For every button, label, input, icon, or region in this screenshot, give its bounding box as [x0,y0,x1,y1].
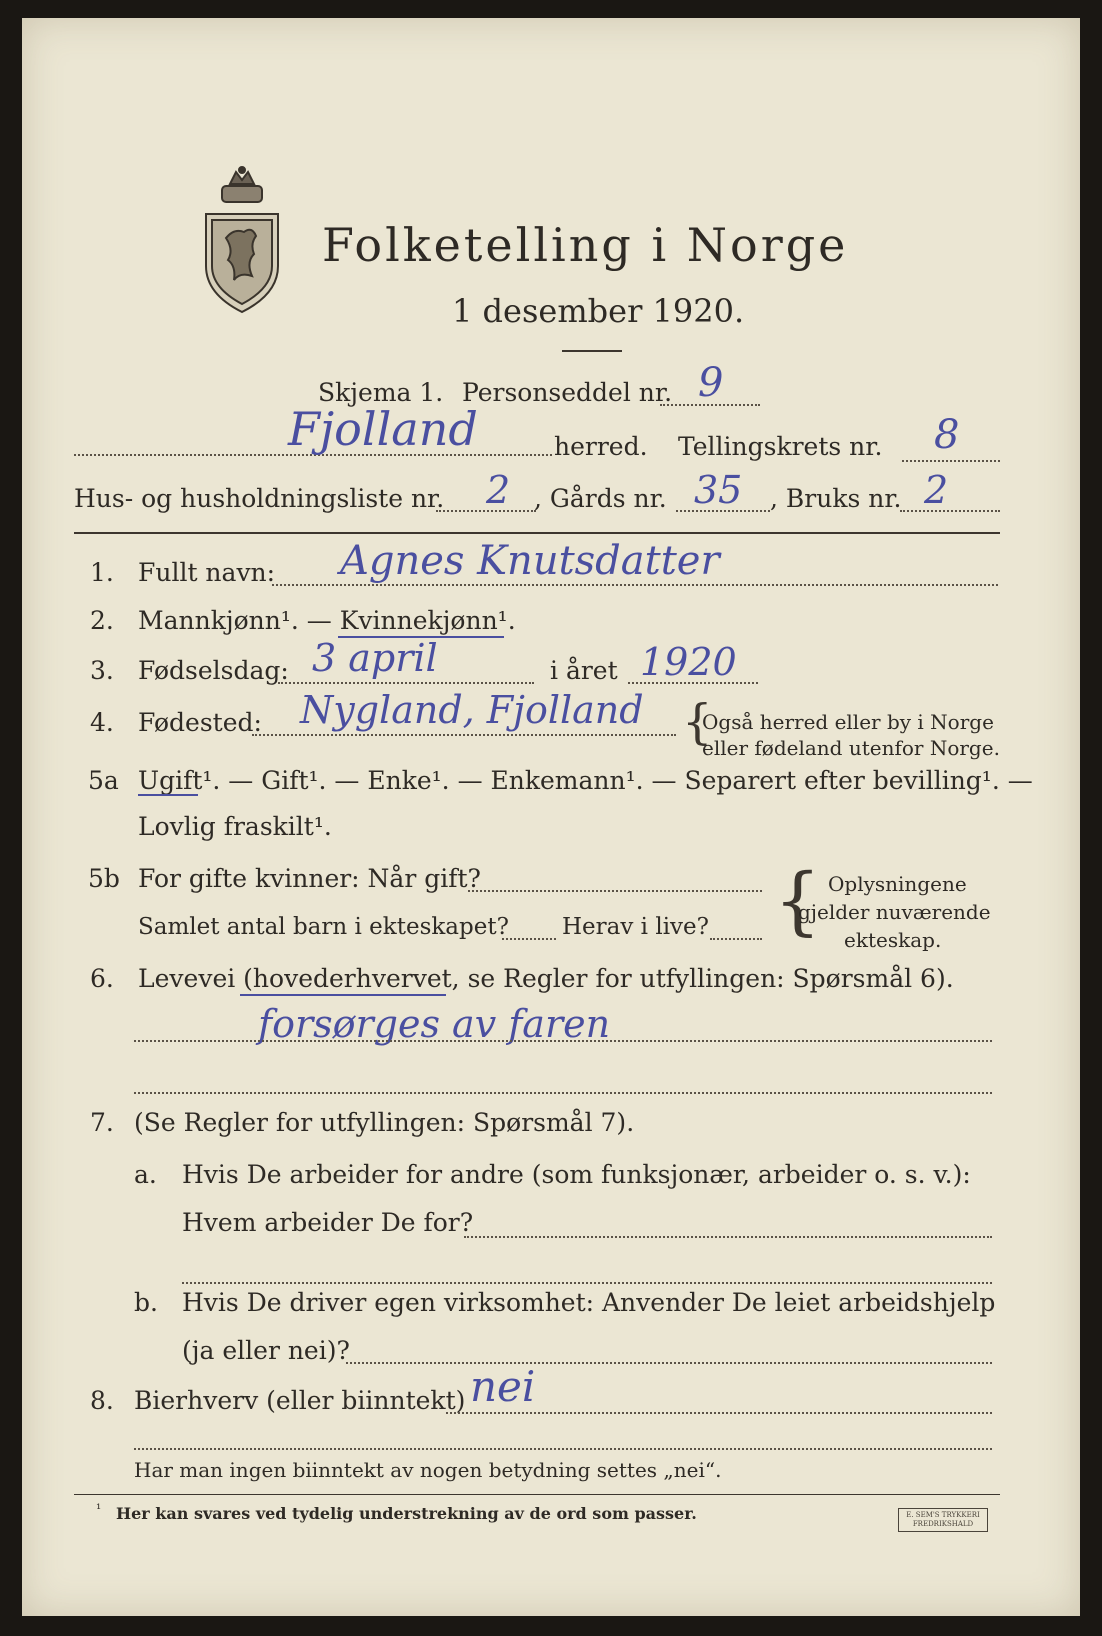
q5b-barn-line [502,938,556,940]
header-rule [74,532,1000,534]
husliste-value: 2 [486,468,511,512]
q7a-letter: a. [134,1160,157,1189]
q4-brace: { [682,694,713,750]
q6-line2 [134,1092,992,1094]
q4-note-line1: Også herred eller by i Norge [702,710,994,734]
herred-value: Fjolland [288,402,478,456]
q1-number: 1. [90,558,114,587]
q4-answer: Nygland, Fjolland [300,688,644,732]
bruks-label: , Bruks nr. [770,484,902,513]
tellingskrets-value: 8 [934,412,960,458]
title-divider [562,350,622,352]
q2-label: Mannkjønn¹. — Kvinnekjønn¹. [138,606,516,635]
q5a-underline-ugift [138,794,198,796]
census-form-sheet [22,18,1080,1616]
q7a-line-dots1 [464,1236,992,1238]
form-title: Folketelling i Norge [322,218,849,272]
q6-number: 6. [90,964,114,993]
q4-note-line2: eller fødeland utenfor Norge. [702,736,1000,760]
q5a-line2: Lovlig fraskilt¹. [138,812,332,841]
q8-line [446,1412,992,1414]
q8-line2 [134,1448,992,1450]
q4-number: 4. [90,708,114,737]
personseddel-label: Personseddel nr. [462,378,673,407]
q3-label: Fødselsdag: [138,656,289,685]
q1-line [272,584,998,586]
q5a-line1: Ugift¹. — Gift¹. — Enke¹. — Enkemann¹. — Separert efter bevilling¹. — [138,766,1033,795]
q6-label: Levevei (hovederhvervet, se Regler for utfyllingen: Spørsmål 6). [138,964,954,993]
coat-of-arms-icon [200,166,284,316]
personseddel-value: 9 [698,360,724,406]
q5b-line2b: Herav i live? [562,914,709,940]
q4-label: Fødested: [138,708,262,737]
footnote-text: Her kan svares ved tydelig understrekning av de ord som passer. [116,1504,697,1523]
bruks-value: 2 [924,468,949,512]
footer-rule [74,1494,1000,1495]
q5a-number: 5a [88,766,119,795]
tellingskrets-line [902,460,1000,462]
q3-answer: 3 april [312,636,438,680]
q7b-line1: Hvis De driver egen virksomhet: Anvender De leiet arbeidshjelp [182,1288,996,1317]
q6-line1 [134,1040,992,1042]
q7b-letter: b. [134,1288,158,1317]
q3-year-label: i året [550,656,618,685]
q5b-brace: { [774,858,822,944]
q6-answer: forsørges av faren [258,1002,611,1046]
q7-number: 7. [90,1108,114,1137]
q7-label: (Se Regler for utfyllingen: Spørsmål 7). [134,1108,635,1137]
q5b-note-line1: Oplysningene [828,872,967,896]
q1-answer: Agnes Knutsdatter [340,538,720,584]
q3-number: 3. [90,656,114,685]
gards-label: , Gårds nr. [534,484,667,513]
q5b-ilive-line [710,938,762,940]
q3-line [278,682,534,684]
q8-number: 8. [90,1386,114,1415]
q5b-line1: For gifte kvinner: Når gift? [138,864,481,893]
q1-label: Fullt navn: [138,558,276,587]
gards-value: 35 [694,468,743,512]
husliste-label: Hus- og husholdningsliste nr. [74,484,445,513]
q2-number: 2. [90,606,114,635]
q5b-line2a: Samlet antal barn i ekteskapet? [138,914,509,940]
q5b-line1-dots [468,890,762,892]
tellingskrets-label: Tellingskrets nr. [678,432,883,461]
q7b-line2: (ja eller nei)? [182,1336,350,1365]
q6-underline-hovederhvervet [240,994,446,996]
q8-label: Bierhverv (eller biinntekt) [134,1386,466,1415]
herred-label: herred. [554,432,648,461]
q4-line [252,734,676,736]
form-subtitle: 1 desember 1920. [452,292,745,330]
bruks-line [900,510,1000,512]
printer-stamp: E. SEM'S TRYKKERI FREDRIKSHALD [898,1508,988,1532]
skjema-label: Skjema 1. [318,378,444,407]
q7b-line-dots [346,1362,992,1364]
footnote-mark: ¹ [96,1502,102,1517]
q5b-note-line3: ekteskap. [844,928,942,952]
q5b-note-line2: gjelder nuværende [798,900,991,924]
q7a-line2: Hvem arbeider De for? [182,1208,474,1237]
q7a-line1: Hvis De arbeider for andre (som funksjonær, arbeider o. s. v.): [182,1160,971,1189]
q3-year-answer: 1920 [640,640,737,684]
q5b-number: 5b [88,864,120,893]
q7a-line-dots2 [182,1282,992,1284]
footer-note: Har man ingen biinntekt av nogen betydning settes „nei“. [134,1458,722,1482]
q8-answer: nei [470,1362,536,1411]
